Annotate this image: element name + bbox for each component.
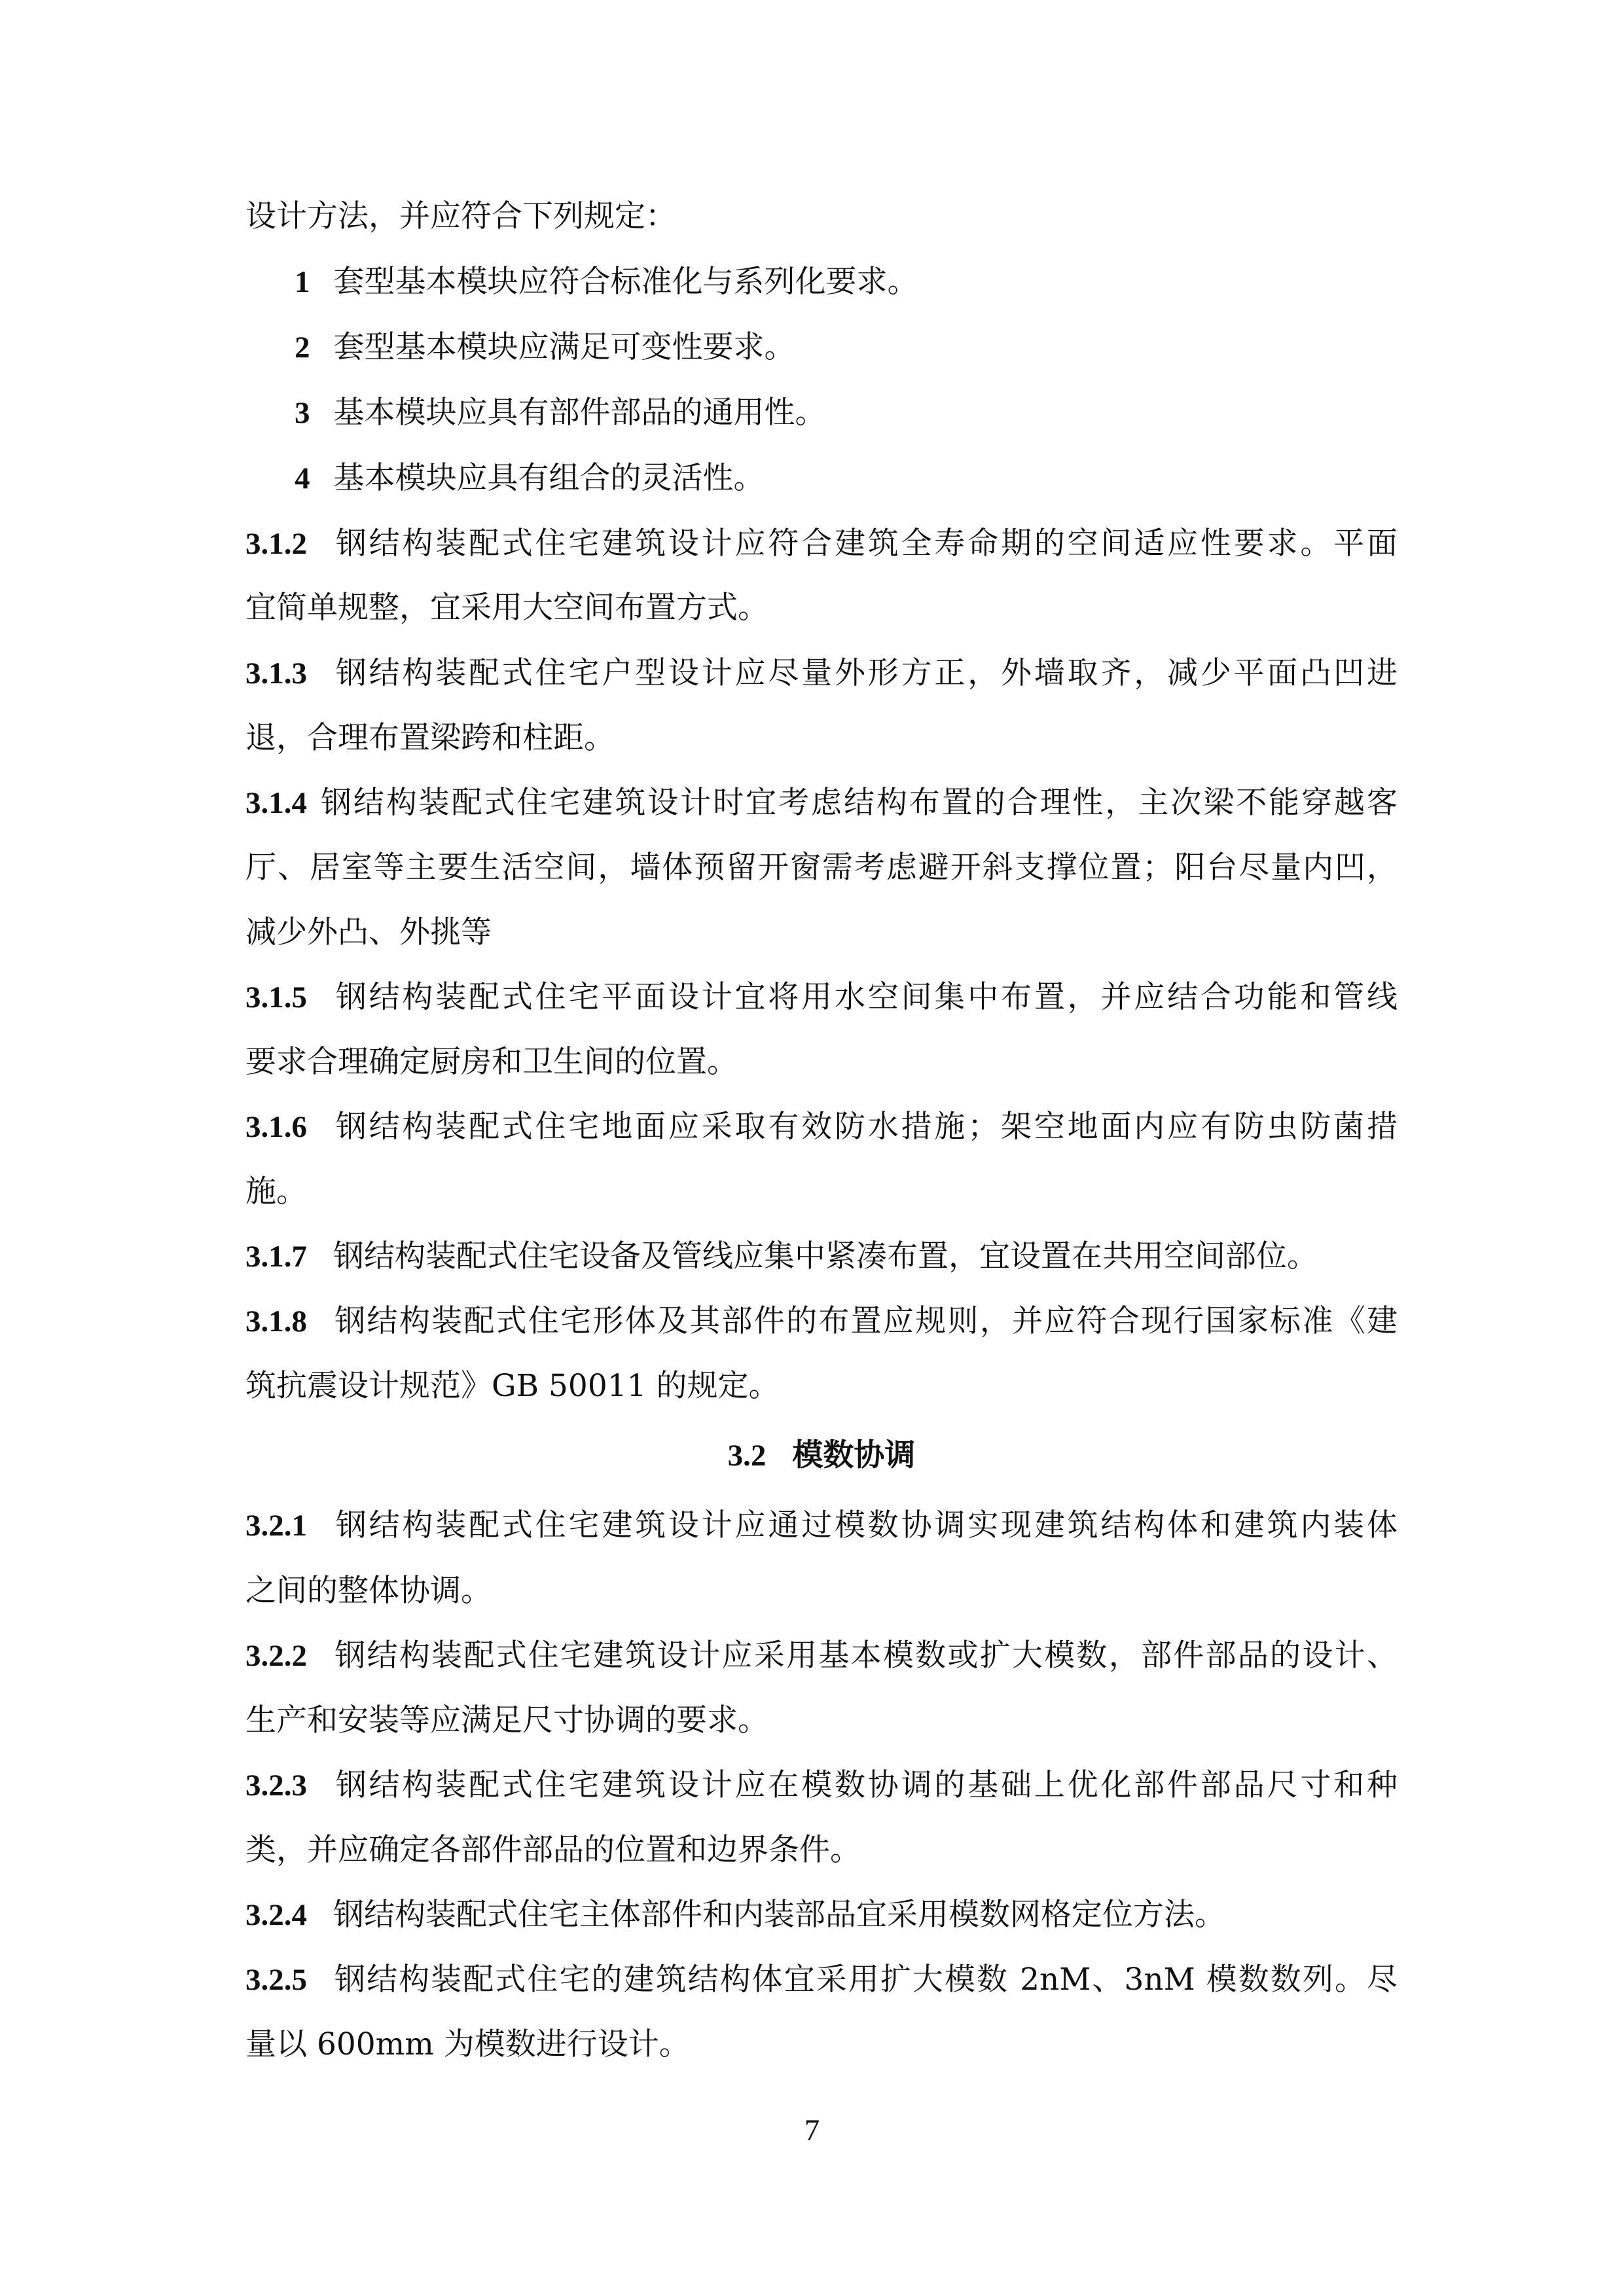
clause-3-2-2-line-2: 生产和安装等应满足尺寸协调的要求。 (245, 1702, 768, 1738)
clause-3-1-8-line-1: 3.1.8 钢结构装配式住宅形体及其部件的布置应规则，并应符合现行国家标准《建 (245, 1303, 1398, 1339)
clause-3-1-6-line-1: 3.1.6 钢结构装配式住宅地面应采取有效防水措施；架空地面内应有防虫防菌措 (245, 1109, 1398, 1145)
clause-3-1-4-line-2: 厅、居室等主要生活空间，墙体预留开窗需考虑避开斜支撑位置；阳台尽量内凹， (245, 850, 1398, 886)
item-text: 基本模块应具有组合的灵活性。 (333, 460, 765, 496)
item-number: 4 (295, 461, 310, 495)
clause-number: 3.1.3 (245, 656, 307, 691)
list-item (295, 316, 1398, 379)
clause-3-1-3-line-1: 3.1.3 钢结构装配式住宅户型设计应尽量外形方正，外墙取齐，减少平面凸凹进 (245, 655, 1398, 691)
clause-number: 3.2.3 (245, 1768, 307, 1803)
clause-number: 3.1.2 (245, 527, 307, 561)
clause-3-1-8-line-2: 筑抗震设计规范》GB 50011 的规定。 (245, 1368, 780, 1404)
item-text: 基本模块应具有部件部品的通用性。 (333, 395, 826, 431)
intro-line: 设计方法，并应符合下列规定： (245, 198, 676, 234)
clause-number: 3.1.7 (245, 1240, 307, 1274)
clause-3-1-2-line-2: 宜简单规整，宜采用大空间布置方式。 (245, 590, 768, 626)
clause-3-1-4-line-1: 3.1.4 钢结构装配式住宅建筑设计时宜考虑结构布置的合理性，主次梁不能穿越客 (245, 785, 1398, 821)
clause-3-2-3-line-1: 3.2.3 钢结构装配式住宅建筑设计应在模数协调的基础上优化部件部品尺寸和种 (245, 1767, 1398, 1803)
clause-3-1-6-line-2: 施。 (245, 1174, 307, 1210)
clause-3-2-5-line-1: 3.2.5 钢结构装配式住宅的建筑结构体宜采用扩大模数 2nM、3nM 模数数列。尽 (245, 1962, 1398, 1998)
item-number: 1 (295, 265, 310, 299)
item-number: 3 (295, 396, 310, 430)
clause-number: 3.2.4 (245, 1898, 307, 1932)
list-item (295, 251, 1398, 314)
item-text: 套型基本模块应符合标准化与系列化要求。 (333, 264, 918, 300)
item-text: 套型基本模块应满足可变性要求。 (333, 329, 795, 365)
clause-3-1-4-line-3: 减少外凸、外挑等 (245, 914, 492, 950)
clause-3-2-1-line-1: 3.2.1 钢结构装配式住宅建筑设计应通过模数协调实现建筑结构体和建筑内装体 (245, 1507, 1398, 1543)
clause-3-2-2-line-1: 3.2.2 钢结构装配式住宅建筑设计应采用基本模数或扩大模数，部件部品的设计、 (245, 1638, 1398, 1674)
clause-number: 3.1.4 (245, 786, 307, 820)
clause-number: 3.1.5 (245, 980, 307, 1014)
clause-3-1-2-line-1: 3.1.2 钢结构装配式住宅建筑设计应符合建筑全寿命期的空间适应性要求。平面 (245, 526, 1398, 562)
section-number: 3.2 (727, 1439, 767, 1473)
clause-number: 3.1.8 (245, 1304, 307, 1338)
section-heading (245, 1424, 1398, 1487)
clause-3-2-3-line-2: 类，并应确定各部件部品的位置和边界条件。 (245, 1832, 861, 1868)
clause-3-1-3-line-2: 退，合理布置梁跨和柱距。 (245, 720, 615, 756)
section-title: 模数协调 (792, 1437, 916, 1473)
clause-number: 3.1.6 (245, 1110, 307, 1144)
clause-3-2-4-line-1: 3.2.4 钢结构装配式住宅主体部件和内装部品宜采用模数网格定位方法。 (245, 1897, 1225, 1933)
clause-number: 3.2.1 (245, 1509, 307, 1543)
clause-3-1-5-line-2: 要求合理确定厨房和卫生间的位置。 (245, 1044, 738, 1080)
clause-number: 3.2.2 (245, 1639, 307, 1673)
list-item (295, 447, 1398, 510)
list-item (295, 382, 1398, 444)
clause-3-1-5-line-1: 3.1.5 钢结构装配式住宅平面设计宜将用水空间集中布置，并应结合功能和管线 (245, 979, 1398, 1015)
clause-3-2-1-line-2: 之间的整体协调。 (245, 1573, 492, 1609)
item-number: 2 (295, 331, 310, 365)
clause-3-2-5-line-2: 量以 600mm 为模数进行设计。 (245, 2026, 690, 2062)
clause-number: 3.2.5 (245, 1963, 307, 1997)
page-number: 7 (804, 2113, 820, 2147)
clause-3-1-7-line-1: 3.1.7 钢结构装配式住宅设备及管线应集中紧凑布置，宜设置在共用空间部位。 (245, 1238, 1318, 1274)
